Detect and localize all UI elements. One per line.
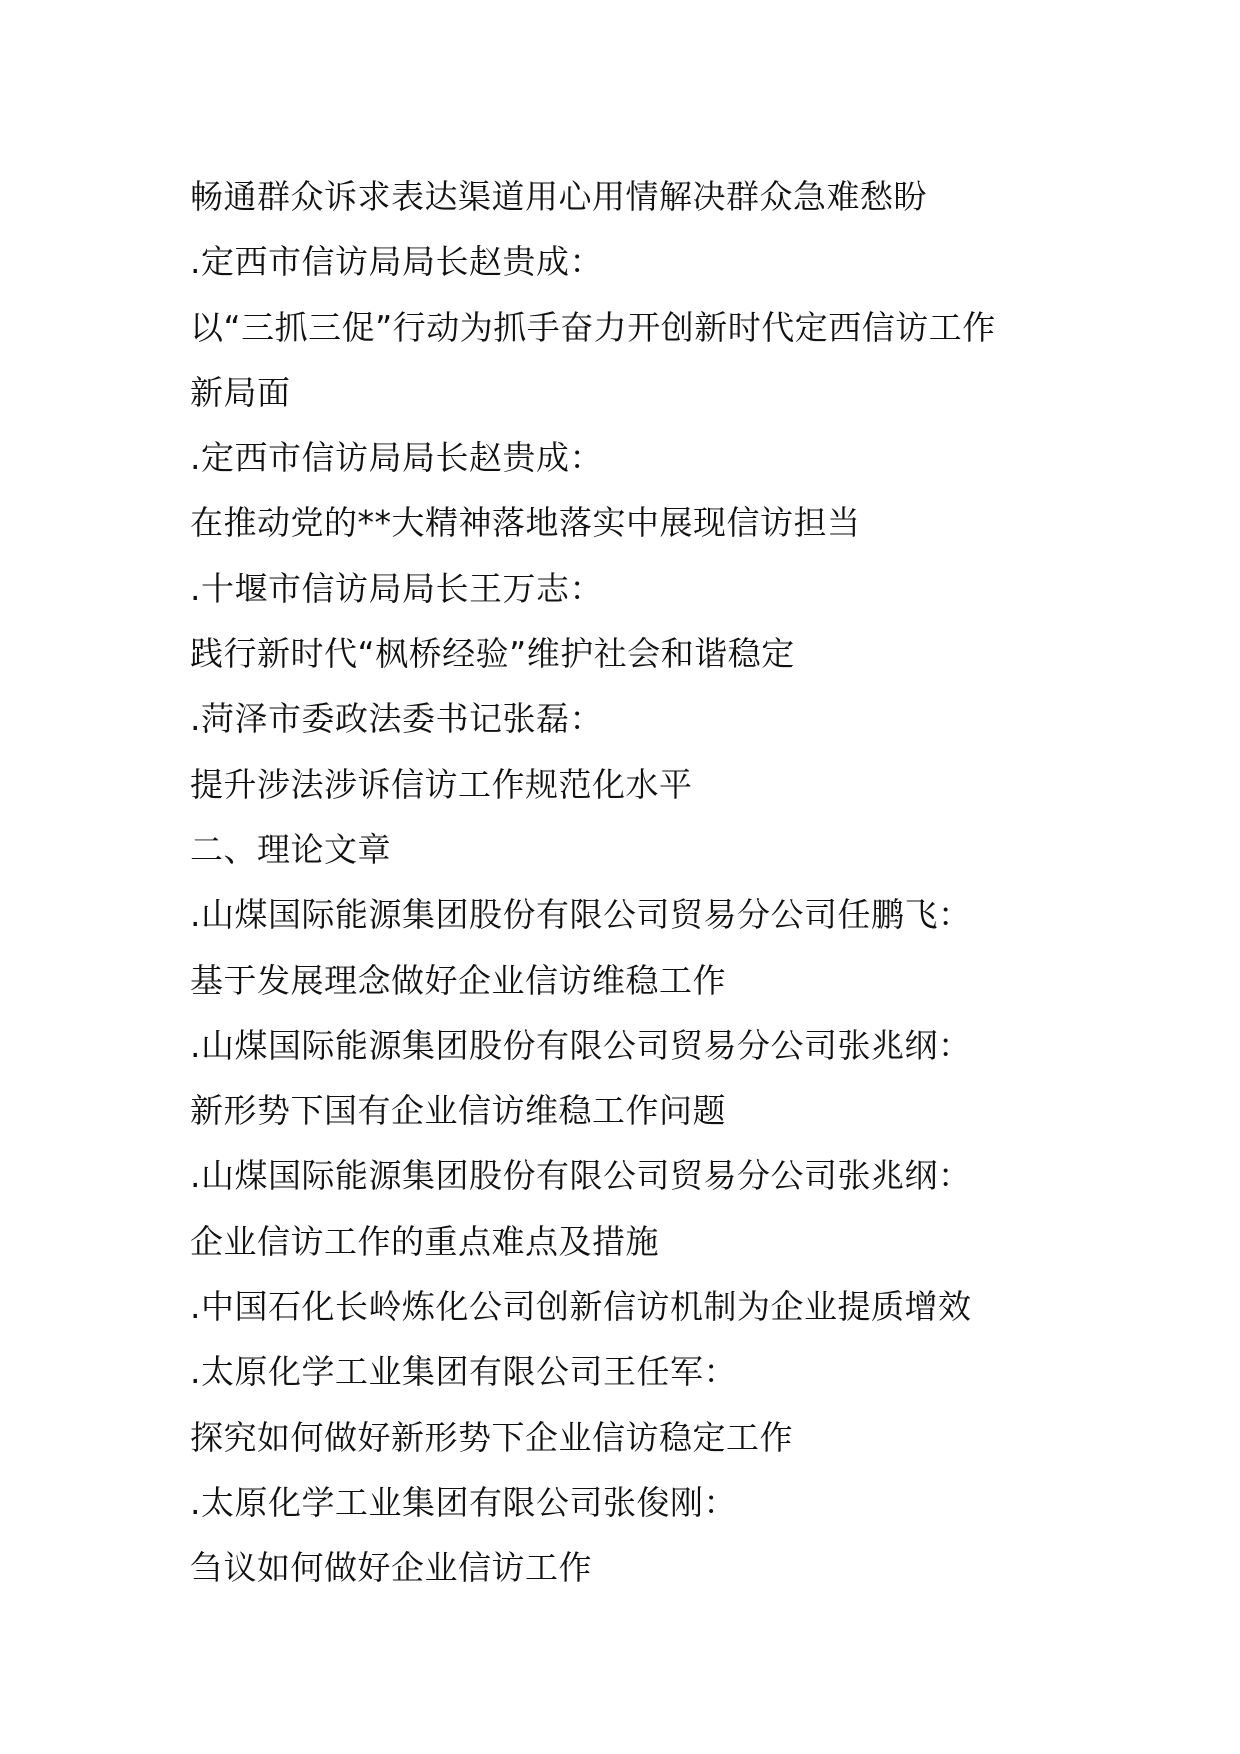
text-line: 畅通群众诉求表达渠道用心用情解决群众急难愁盼 xyxy=(190,177,927,216)
text-line: 践行新时代“枫桥经验”维护社会和谐稳定 xyxy=(190,634,795,674)
text-line: 基于发展理念做好企业信访维稳工作 xyxy=(190,960,726,1000)
text-line: .太原化学工业集团有限公司张俊刚： xyxy=(190,1482,737,1522)
text-line: 探究如何做好新形势下企业信访稳定工作 xyxy=(190,1417,793,1457)
text-line: .十堰市信访局局长王万志： xyxy=(190,568,603,608)
text-line: 在推动党的**大精神落地落实中展现信访担当 xyxy=(190,503,861,543)
text-line: .中国石化长岭炼化公司创新信访机制为企业提质增效 xyxy=(190,1287,972,1327)
document-body xyxy=(190,164,1090,1601)
text-line: .定西市信访局局长赵贵成： xyxy=(190,242,603,282)
text-line: 以“三抓三促”行动为抓手奋力开创新时代定西信访工作 xyxy=(190,307,996,347)
text-line: .山煤国际能源集团股份有限公司贸易分公司任鹏飞： xyxy=(190,895,972,935)
section-heading: 二、理论文章 xyxy=(190,829,391,869)
text-line: 新局面 xyxy=(190,372,291,412)
text-line: .山煤国际能源集团股份有限公司贸易分公司张兆纲： xyxy=(190,1156,972,1196)
text-line: 刍议如何做好企业信访工作 xyxy=(190,1548,592,1588)
text-line: 新形势下国有企业信访维稳工作问题 xyxy=(190,1091,726,1131)
text-line: .菏泽市委政法委书记张磊： xyxy=(190,699,603,739)
text-line: 企业信访工作的重点难点及措施 xyxy=(190,1221,659,1261)
text-line: 提升涉法涉诉信访工作规范化水平 xyxy=(190,764,693,804)
text-line: .太原化学工业集团有限公司王任军： xyxy=(190,1352,737,1392)
text-line: .定西市信访局局长赵贵成： xyxy=(190,438,603,478)
text-line: .山煤国际能源集团股份有限公司贸易分公司张兆纲： xyxy=(190,1025,972,1065)
